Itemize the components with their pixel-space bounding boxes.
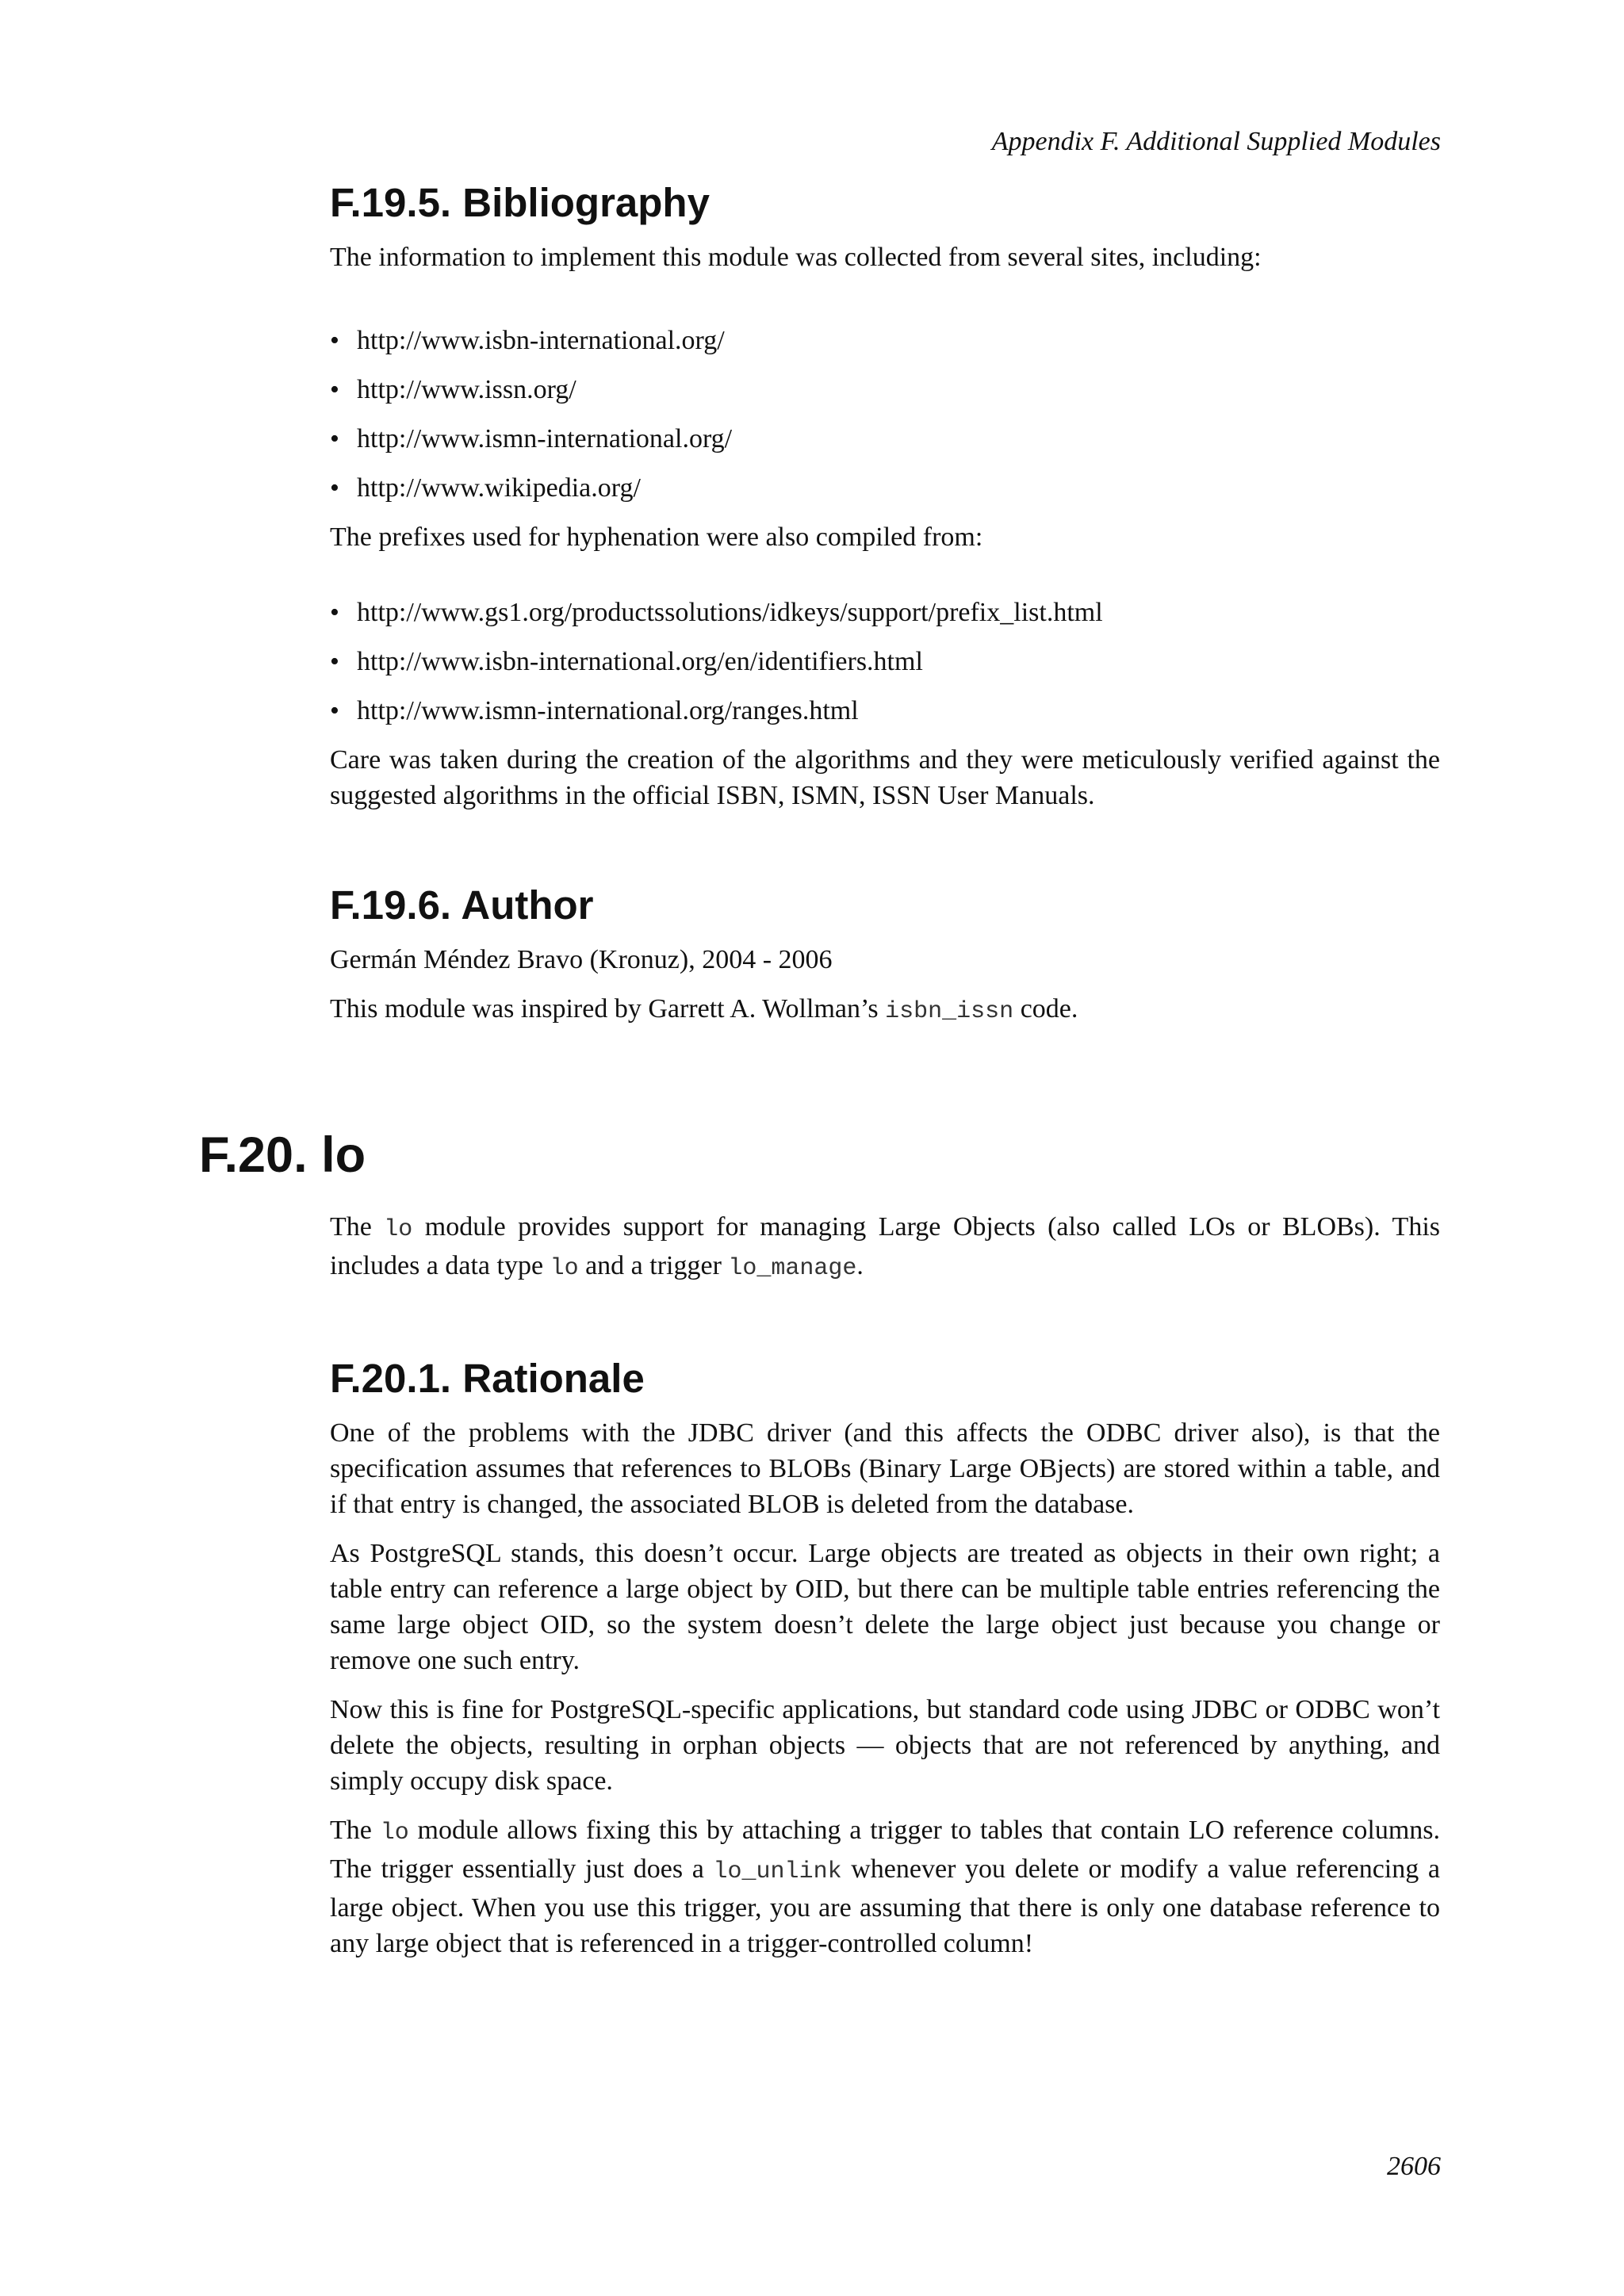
prefix-link[interactable]: http://www.ismn-international.org/ranges.html	[357, 696, 859, 725]
inline-code: lo_manage	[728, 1255, 857, 1282]
bullet-icon: •	[330, 424, 339, 453]
prefix-link[interactable]: http://www.isbn-international.org/en/identifiers.html	[357, 647, 923, 676]
care-paragraph: Care was taken during the creation of the algorithms and they were meticulously verified against the suggested algorithms in the official ISBN, ISMN, ISSN User Manuals.	[330, 745, 1440, 810]
running-header: Appendix F. Additional Supplied Modules	[991, 127, 1441, 156]
site-link[interactable]: http://www.wikipedia.org/	[357, 473, 641, 503]
bullet-icon: •	[330, 696, 339, 725]
bullet-icon: •	[330, 375, 339, 404]
inline-code: lo	[550, 1255, 579, 1282]
inline-code: lo_unlink	[713, 1858, 842, 1885]
bibliography-site-list	[330, 323, 1440, 506]
inline-code: isbn_issn	[885, 998, 1014, 1025]
lo-heading: F.20. lo	[199, 1127, 366, 1183]
lo-intro: The lo module provides support for managing Large Objects (also called LOs or BLOBs). This includes a data type lo and a trigger lo_manage.	[330, 1212, 1440, 1282]
author-name: Germán Méndez Bravo (Kronuz), 2004 - 2006	[330, 945, 833, 974]
page-number: 2606	[1387, 2152, 1441, 2181]
bullet-icon: •	[330, 473, 339, 503]
list-item	[330, 372, 1440, 408]
page-content	[199, 179, 1441, 1961]
site-link[interactable]: http://www.ismn-international.org/	[357, 424, 733, 453]
author-inspiration: This module was inspired by Garrett A. Wollman’s isbn_issn code.	[330, 994, 1078, 1025]
rationale-heading: F.20.1. Rationale	[330, 1356, 645, 1401]
rationale-paragraph-4: The lo module allows fixing this by attaching a trigger to tables that contain LO reference columns. The trigger essentially just does a lo_unlink whenever you delete or modify a value referencing a large object. When you use this trigger, you are assuming that there is only one database reference to any large object that is referenced in a trigger-controlled column!	[330, 1816, 1441, 1958]
prefix-link[interactable]: http://www.gs1.org/productssolutions/idkeys/support/prefix_list.html	[357, 598, 1103, 627]
site-link[interactable]: http://www.issn.org/	[357, 375, 576, 404]
bullet-icon: •	[330, 326, 339, 355]
bibliography-intro: The information to implement this module was collected from several sites, including:	[330, 243, 1262, 272]
rationale-paragraph-3: Now this is fine for PostgreSQL-specific applications, but standard code using JDBC or ODBC won’t delete the objects, resulting in orphan objects — objects that are not referenced by anything, and simply occupy disk space.	[330, 1695, 1440, 1796]
rationale-paragraph-2: As PostgreSQL stands, this doesn’t occur. Large objects are treated as objects in their own right; a table entry can reference a large object by OID, but there can be multiple table entries referencing the same large object OID, so the system doesn’t delete the large object just because you change or remove one such entry.	[330, 1539, 1440, 1675]
author-heading: F.19.6. Author	[330, 882, 594, 928]
list-item	[330, 421, 1440, 457]
list-item	[330, 323, 1440, 358]
list-item	[330, 595, 1440, 630]
inline-code: lo	[384, 1216, 413, 1243]
prefix-site-list	[330, 595, 1440, 729]
rationale-paragraph-1: One of the problems with the JDBC driver (and this affects the ODBC driver also), is that the specification assumes that references to BLOBs (Binary Large OBjects) are stored within a table, and if that entry is changed, the associated BLOB is deleted from the database.	[330, 1418, 1440, 1519]
list-item	[330, 470, 1440, 506]
inline-code: lo	[380, 1820, 409, 1846]
list-item	[330, 693, 1440, 729]
site-link[interactable]: http://www.isbn-international.org/	[357, 326, 725, 355]
bullet-icon: •	[330, 598, 339, 627]
prefix-intro: The prefixes used for hyphenation were also compiled from:	[330, 522, 983, 552]
bibliography-heading: F.19.5. Bibliography	[330, 180, 710, 225]
list-item	[330, 644, 1440, 679]
bullet-icon: •	[330, 647, 339, 676]
